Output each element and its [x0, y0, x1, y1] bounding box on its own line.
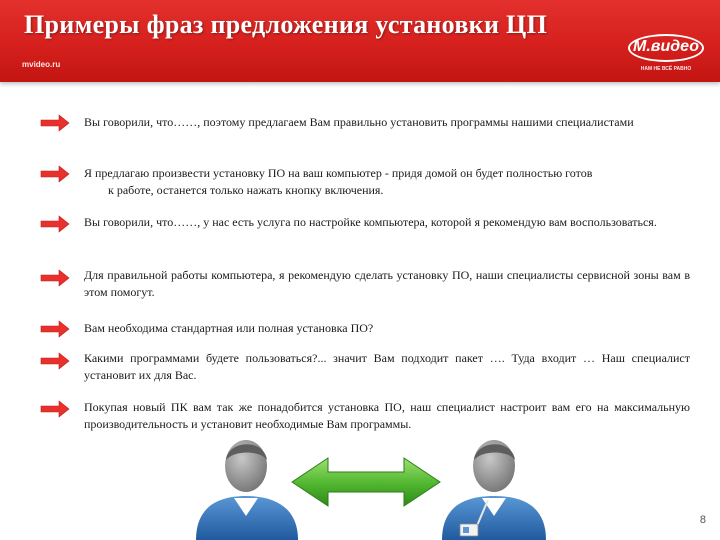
site-label: mvideo.ru	[22, 60, 61, 69]
item-text: Какими программами будете пользоваться?... значит Вам подходит пакет …. Туда входит … Наш специалист установит их для Вас.	[84, 351, 690, 382]
exchange-arrow-icon	[292, 458, 440, 506]
logo-tagline: НАМ НЕ ВСЁ РАВНО	[640, 66, 692, 72]
item-text: Вам необходима стандартная или полная установка ПО?	[84, 321, 374, 335]
slide-title: Примеры фраз предложения установки ЦП	[24, 10, 548, 39]
right-arrow-icon	[40, 114, 70, 132]
item-text: Покупая новый ПК вам так же понадобится установка ПО, наш специалист настроит вам его на максимальную производительность и установит необходимые Вам программы.	[84, 400, 690, 431]
consultant-icon	[442, 440, 546, 540]
page-number: 8	[699, 514, 706, 526]
illustration	[0, 432, 720, 540]
item-text-line1: Я предлагаю произвести установку ПО на ваш компьютер - придя домой он будет полностью готов	[84, 166, 593, 180]
item-text: Вы говорили, что……, поэтому предлагаем Вам правильно установить программы нашими специалистами	[84, 115, 634, 129]
item-text-line2: к работе, останется только нажать кнопку включения.	[108, 183, 384, 197]
slide-header	[0, 0, 720, 82]
right-arrow-icon	[40, 352, 70, 370]
right-arrow-icon	[40, 320, 70, 338]
item-text: Для правильной работы компьютера, я рекомендую сделать установку ПО, наши специалисты сервисной зоны вам в этом помогут.	[84, 268, 690, 299]
right-arrow-icon	[40, 165, 70, 183]
right-arrow-icon	[40, 269, 70, 287]
logo-text: М.видео	[633, 38, 699, 55]
item-text: Вы говорили, что……, у нас есть услуга по настройке компьютера, которой я рекомендую вам воспользоваться.	[84, 215, 657, 229]
mvideo-logo	[628, 34, 704, 72]
right-arrow-icon	[40, 400, 70, 418]
item-text	[84, 165, 690, 199]
right-arrow-icon	[40, 215, 70, 233]
customer-icon	[196, 440, 298, 540]
